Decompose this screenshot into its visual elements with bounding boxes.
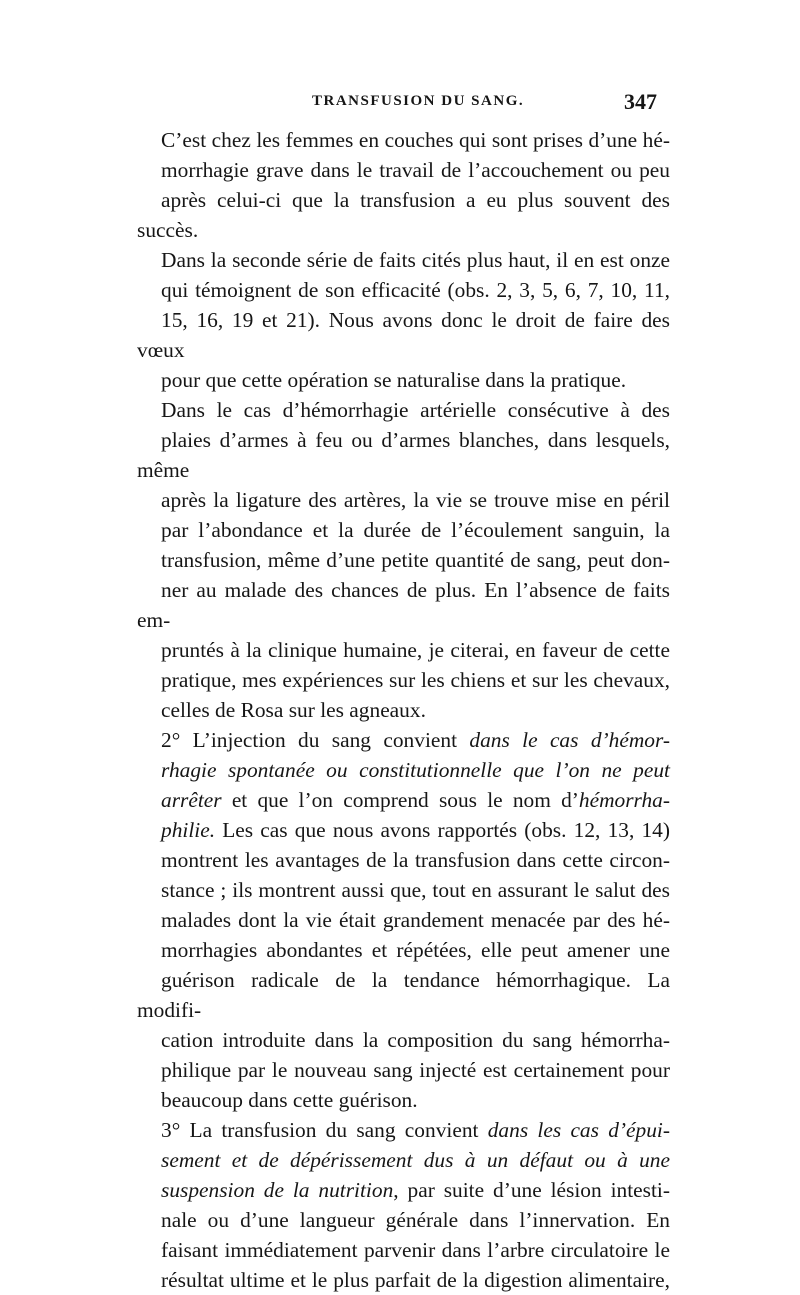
italic-run: hémorrha- — [578, 788, 670, 812]
paragraph-4 — [137, 1115, 670, 1295]
paragraph-2 — [137, 395, 670, 725]
text-line: malades dont la vie était grandement menacée par des hé- — [161, 908, 670, 932]
text-line: qui témoignent de son efficacité (obs. 2, 3, 5, 6, 7, 10, 11, — [161, 278, 670, 302]
text-line: nale ou d’une langueur générale dans l’innervation. En — [161, 1208, 670, 1232]
text-line — [137, 725, 670, 755]
paragraph-3 — [137, 725, 670, 1115]
text-line — [137, 815, 670, 845]
text-line: montrent les avantages de la transfusion dans cette circon- — [161, 848, 670, 872]
text-line — [137, 1175, 670, 1205]
text-run: 2° L’injection du sang convient — [161, 728, 470, 752]
text-line — [137, 1115, 670, 1145]
text-line: philique par le nouveau sang injecté est certainement pour — [161, 1058, 670, 1082]
paragraph-1 — [137, 125, 670, 395]
text-line: ner au malade des chances de plus. En l’absence de faits em- — [137, 578, 670, 632]
text-line: C’est chez les femmes en couches qui sont prises d’une hé- — [161, 128, 670, 152]
text-line: morrhagie grave dans le travail de l’accouchement ou peu — [161, 158, 670, 182]
text-line: par l’abondance et la durée de l’écoulement sanguin, la — [161, 518, 670, 542]
italic-run: dans le cas d’hémor- — [469, 728, 670, 752]
text-line: après celui-ci que la transfusion a eu plus souvent des succès. — [137, 188, 670, 242]
running-title: TRANSFUSION DU SANG. — [312, 93, 525, 109]
text-line: cation introduite dans la composition du sang hémorrha- — [161, 1028, 670, 1052]
text-line: transfusion, même d’une petite quantité de sang, peut don- — [161, 548, 670, 572]
text-line: beaucoup dans cette guérison. — [161, 1088, 418, 1112]
text-line-italic: rhagie spontanée ou constitutionnelle que l’on ne peut — [161, 758, 670, 782]
text-line: celles de Rosa sur les agneaux. — [161, 698, 426, 722]
text-line-italic: sement et de dépérissement dus à un défaut ou à une — [161, 1148, 670, 1172]
body-text — [137, 125, 670, 1295]
text-line: Dans la seconde série de faits cités plus haut, il en est onze — [161, 248, 670, 272]
text-line: résultat ultime et le plus parfait de la digestion alimentaire, — [161, 1268, 670, 1292]
page-header — [137, 89, 657, 123]
text-line: morrhagies abondantes et répétées, elle peut amener une — [161, 938, 670, 962]
text-line: Dans le cas d’hémorrhagie artérielle consécutive à des — [161, 398, 670, 422]
page-number: 347 — [624, 89, 657, 114]
italic-run: arrêter — [161, 788, 222, 812]
text-line: guérison radicale de la tendance hémorrhagique. La modifi- — [137, 968, 670, 1022]
text-line: plaies d’armes à feu ou d’armes blanches, dans lesquels, même — [137, 428, 670, 482]
text-run: , par suite d’une lésion intesti- — [393, 1178, 670, 1202]
text-line: pour que cette opération se naturalise dans la pratique. — [161, 368, 627, 392]
text-line: stance ; ils montrent aussi que, tout en assurant le salut des — [161, 878, 670, 902]
text-line: après la ligature des artères, la vie se trouve mise en péril — [161, 488, 670, 512]
italic-run: philie. — [161, 818, 216, 842]
italic-run: dans les cas d’épui- — [487, 1118, 670, 1142]
text-run: Les cas que nous avons rapportés (obs. 12, 13, 14) — [215, 818, 670, 842]
text-run: et que l’on comprend sous le nom d’ — [221, 788, 579, 812]
text-line — [137, 785, 670, 815]
italic-run: suspension de la nutrition — [161, 1178, 394, 1202]
text-line: pruntés à la clinique humaine, je citerai, en faveur de cette — [161, 638, 670, 662]
text-run: 3° La transfusion du sang convient — [161, 1118, 488, 1142]
text-line: faisant immédiatement parvenir dans l’arbre circulatoire le — [161, 1238, 670, 1262]
text-line: 15, 16, 19 et 21). Nous avons donc le droit de faire des vœux — [137, 308, 670, 362]
text-line: pratique, mes expériences sur les chiens et sur les chevaux, — [161, 668, 670, 692]
